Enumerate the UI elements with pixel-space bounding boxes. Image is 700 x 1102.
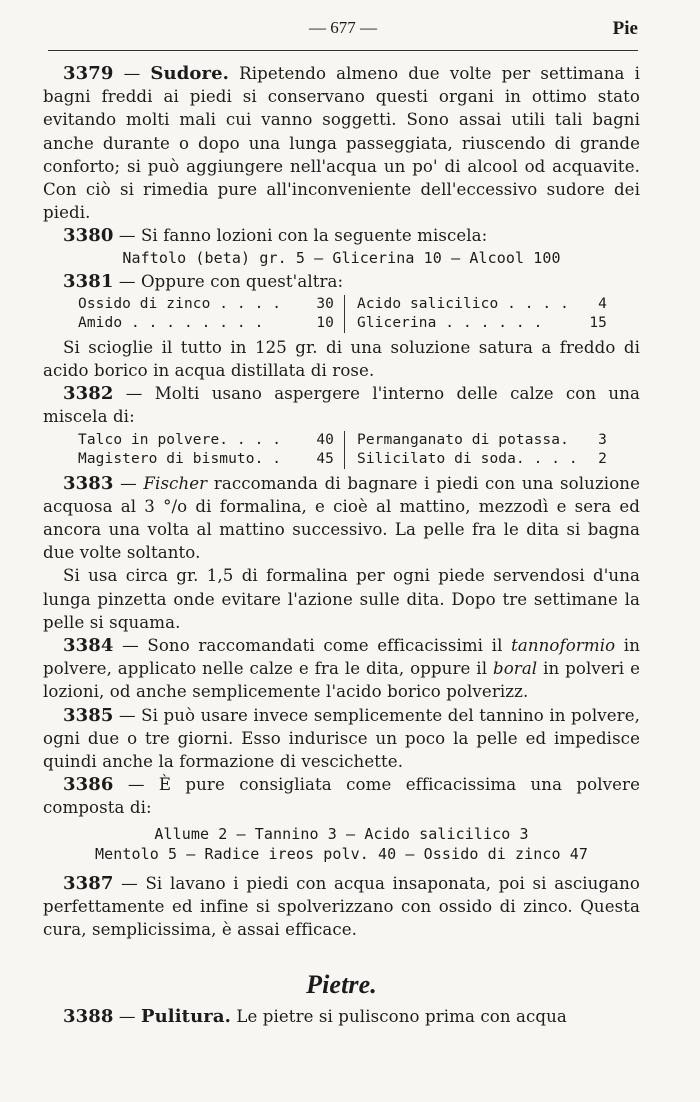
- ingredient-label: Acido salicilico . . . .: [357, 295, 569, 312]
- entry-number: 3380: [63, 225, 114, 247]
- recipe-row: [357, 295, 607, 314]
- term-boral: boral: [492, 659, 538, 679]
- formula-line: Mentolo 5 — Radice ireos polv. 40 — Ossido di zinco 47: [94, 844, 589, 863]
- recipe-row: [78, 450, 334, 469]
- page-body: [43, 62, 640, 1028]
- entry-keyword: Sudore.: [150, 63, 230, 84]
- entry-3379: [43, 62, 640, 224]
- page-header: [48, 18, 638, 44]
- recipe-row: [357, 450, 607, 469]
- ingredient-value: 4: [598, 295, 607, 312]
- ingredient-label: Glicerina . . . . . .: [357, 314, 543, 331]
- entry-text: Le pietre si puliscono prima con acqua: [230, 1006, 567, 1026]
- entry-3380: [43, 224, 640, 247]
- entry-number: 3385: [63, 704, 114, 726]
- ingredient-value: 30: [316, 295, 334, 312]
- ingredient-label: Permanganato di potassa.: [357, 431, 569, 448]
- recipe-column-right: [345, 295, 607, 333]
- section-heading: Pietre.: [306, 970, 377, 1000]
- ingredient-value: 40: [316, 431, 334, 448]
- formula-3380: Naftolo (beta) gr. 5 — Glicerina 10 — Alcool 100: [122, 248, 561, 267]
- recipe-table-3381: [78, 295, 640, 333]
- entry-number: 3387: [63, 872, 114, 894]
- recipe-row: [357, 431, 607, 450]
- ingredient-value: 45: [316, 450, 334, 467]
- entry-text: raccomanda di bagnare i piedi con una soluzione acquosa al 3 °/o di formalina, e cioè al mattino, mezzodì e sera ed ancora una volta al mattino successivo. La pelle fra le dita si bagna due volte soltanto.: [43, 473, 640, 563]
- entry-keyword: Pulitura.: [140, 1005, 231, 1027]
- entry-3383-continued: Si usa circa gr. 1,5 di formalina per ogni piede servendosi d'una lunga pinzetta onde evitare l'azione sulle dita. Dopo tre settimane la pelle si squama.: [43, 566, 640, 632]
- entry-text: — Molti usano aspergere l'interno delle calze con una miscela di:: [43, 384, 640, 427]
- entry-3387: [43, 872, 640, 942]
- recipe-column-right: [345, 431, 607, 469]
- entry-text: Ripetendo almeno due volte per settimana i bagni freddi ai piedi si conservano questi organi in ottimo stato evitando molti mali cui vanno soggetti. Sono assai utili tali bagni anche durante o dopo una lunga passeggiata, riuscendo di grande conforto; si può aggiungere nell'acqua un po' di alcool od acquavite. Con ciò si rimedia pure all'inconveniente dell'eccessivo sudore dei piedi.: [43, 64, 640, 223]
- entry-3386: [43, 773, 640, 819]
- author-name: Fischer: [143, 473, 208, 493]
- entry-text: — Si fanno lozioni con la seguente miscela:: [113, 226, 488, 246]
- ingredient-label: Amido . . . . . . . .: [78, 314, 264, 331]
- entry-separator: —: [113, 64, 151, 83]
- entry-number: 3382: [63, 383, 114, 405]
- running-title: Pie: [612, 18, 638, 39]
- recipe-table-3382: [78, 431, 640, 469]
- entry-text: — Sono raccomandati come efficacissimi il: [113, 636, 512, 656]
- entry-text: — Oppure con quest'altra:: [113, 271, 344, 291]
- ingredient-value: 10: [316, 314, 334, 331]
- recipe-row: [357, 314, 607, 333]
- entry-text: in polveri e lozioni, od anche semplicemente l'acido borico polverizz.: [43, 659, 640, 702]
- entry-separator: —: [113, 1006, 141, 1026]
- formula-line: Allume 2 — Tannino 3 — Acido salicilico 3: [154, 824, 529, 843]
- ingredient-label: Ossido di zinco . . . .: [78, 295, 282, 312]
- entry-number: 3386: [63, 774, 114, 796]
- recipe-column-left: [78, 431, 345, 469]
- entry-number: 3379: [63, 63, 114, 84]
- formula-3386: [43, 824, 640, 864]
- ingredient-value: 3: [598, 431, 607, 448]
- entry-3382: [43, 382, 640, 428]
- ingredient-value: 2: [598, 450, 607, 467]
- entry-3381: [43, 270, 640, 293]
- entry-text: — Si può usare invece semplicemente del tannino in polvere, ogni due o tre giorni. Esso indurisce un poco la pelle ed impedisce quindi anche la formazione di vescichette.: [43, 705, 640, 772]
- page-number: — 677 —: [309, 18, 377, 37]
- entry-3383: [43, 472, 640, 565]
- header-rule: [48, 50, 638, 51]
- recipe-column-left: [78, 295, 345, 333]
- entry-number: 3383: [63, 472, 114, 494]
- ingredient-label: Silicilato di soda. . . .: [357, 450, 578, 467]
- ingredient-label: Talco in polvere. . . .: [78, 431, 282, 448]
- entry-number: 3384: [63, 635, 114, 657]
- entry-number: 3388: [63, 1005, 114, 1027]
- term-tannoformio: tannoformio: [511, 636, 616, 656]
- entry-number: 3381: [63, 270, 114, 292]
- entry-text: — È pure consigliata come efficacissima una polvere composta di:: [43, 775, 640, 818]
- entry-text: — Si lavano i piedi con acqua insaponata, poi si asciugano perfettamente ed infine si spolverizzano con ossido di zinco. Questa cura, semplicissima, è assai efficace.: [43, 873, 640, 940]
- entry-3384: [43, 634, 640, 704]
- recipe-row: [78, 295, 334, 314]
- entry-separator: —: [113, 473, 144, 493]
- entry-3381-instructions: Si scioglie il tutto in 125 gr. di una soluzione satura a freddo di acido borico in acqua distillata di rose.: [43, 337, 640, 381]
- ingredient-label: Magistero di bismuto. .: [78, 450, 282, 467]
- recipe-row: [78, 314, 334, 333]
- recipe-row: [78, 431, 334, 450]
- ingredient-value: 15: [589, 314, 607, 331]
- entry-3385: [43, 704, 640, 774]
- entry-text: in polvere, applicato nelle calze e fra le dita, oppure il: [43, 636, 641, 679]
- entry-3388: [43, 1005, 640, 1028]
